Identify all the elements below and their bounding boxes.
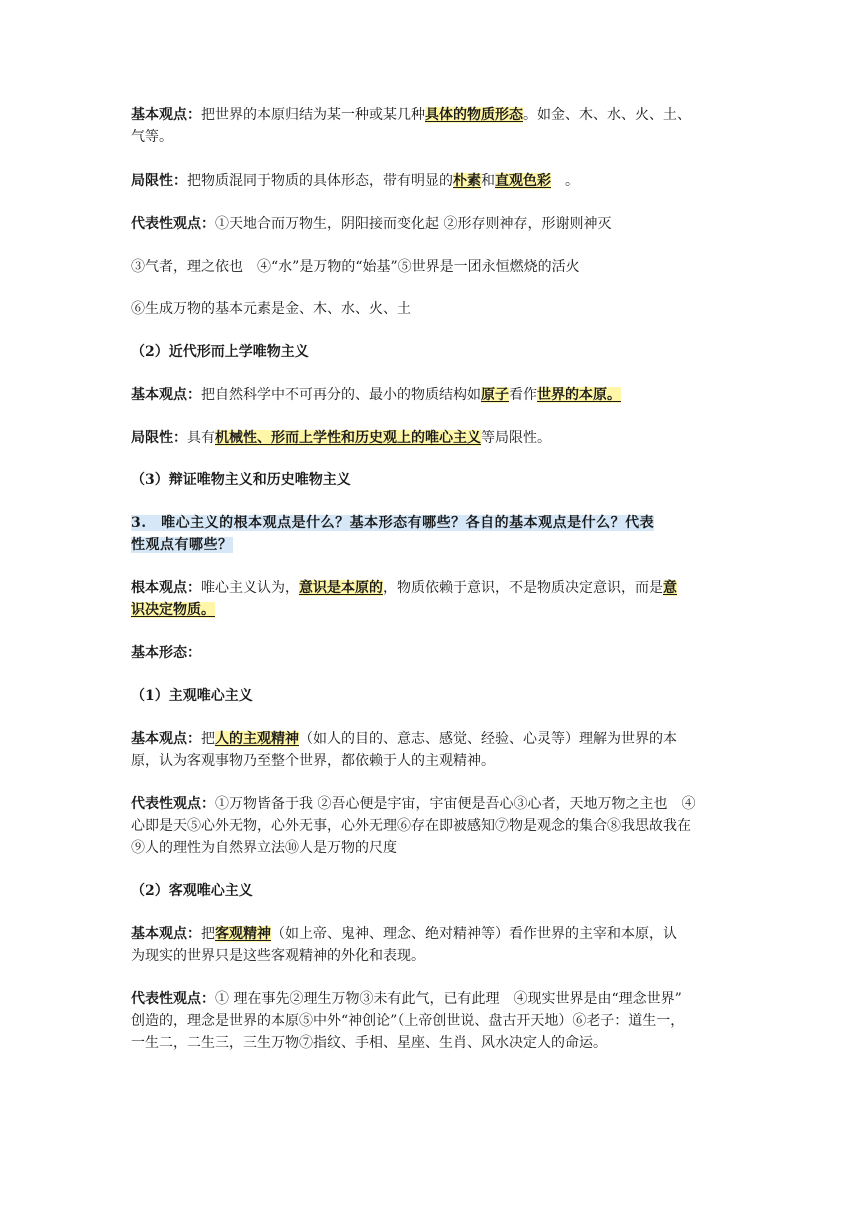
text: ① 理在事先②理生万物③未有此气，已有此理 ④现实世界是由“理念世界”: [215, 991, 682, 1007]
subjective-representative-line-2: 心即是天⑤心外无物，心外无事，心外无理⑥存在即被感知⑦物是观念的集合⑧我思故我在: [131, 818, 691, 834]
question-3-text: 3. 唯心主义的根本观点是什么？基本形态有哪些？各自的基本观点是什么？代表: [131, 515, 655, 531]
basic-view-label: 基本观点：: [131, 387, 201, 403]
text: 把自然科学中不可再分的、最小的物质结构如: [201, 387, 481, 403]
text: （如人的目的、意志、感觉、经验、心灵等）理解为世界的本: [299, 731, 677, 747]
section-heading-dialectical: （3）辩证唯物主义和历史唯物主义: [131, 472, 351, 488]
text: 把: [201, 731, 215, 747]
text: 唯心主义认为，: [201, 580, 299, 596]
section-heading-forms: 基本形态：: [131, 645, 201, 661]
limitation-label: 局限性：: [131, 430, 187, 446]
representative-view-label: 代表性观点：: [131, 216, 215, 232]
section-heading-objective: （2）客观唯心主义: [131, 883, 253, 899]
highlight-key-term: 朴素: [453, 173, 481, 189]
text: 把: [201, 926, 215, 942]
section-heading-modern: （2）近代形而上学唯物主义: [131, 344, 309, 360]
representative-view-label: 代表性观点：: [131, 796, 215, 812]
highlight-key-term: 机械性、形而上学性和历史观上的唯心主义: [215, 430, 481, 446]
subjective-basic-view-line-2: 原，认为客观事物乃至整个世界，都依赖于人的主观精神。: [131, 753, 495, 769]
highlight-key-term: 人的主观精神: [215, 731, 299, 747]
basic-view-line-1: [131, 104, 731, 126]
highlight-key-term: 意: [663, 580, 677, 596]
highlight-key-term: 直观色彩: [495, 173, 551, 189]
subjective-representative-line-3: ⑨人的理性为自然界立法⑩人是万物的尺度: [131, 840, 397, 856]
modern-basic-view-line: [131, 384, 731, 406]
highlight-key-term: 客观精神: [215, 926, 271, 942]
text: 把世界的本原归结为某一种或某几种: [201, 107, 425, 123]
text: ，物质依赖于意识，不是物质决定意识，而是: [383, 580, 663, 596]
basic-view-label: 基本观点：: [131, 731, 201, 747]
text: ①天地合而万物生，阴阳接而变化起 ②形存则神存，形谢则神灭: [215, 216, 612, 232]
representative-view-line-3: ⑥生成万物的基本元素是金、木、水、火、土: [131, 301, 411, 317]
highlight-key-term: 原子: [481, 387, 509, 403]
question-3-line-2: [131, 534, 731, 556]
text: 把物质混同于物质的具体形态，带有明显的: [187, 173, 453, 189]
text: 等局限性。: [481, 430, 551, 446]
text: 看作: [509, 387, 537, 403]
basic-view-label: 基本观点：: [131, 926, 201, 942]
text: 具有: [187, 430, 215, 446]
basic-view-label: 基本观点：: [131, 107, 201, 123]
representative-view-label: 代表性观点：: [131, 991, 215, 1007]
fundamental-view-line-1: [131, 577, 731, 599]
objective-representative-line-2: 创造的，理念是世界的本原⑤中外“神创论”（上帝创世说、盘古开天地）⑥老子：道生一，: [131, 1013, 685, 1029]
text: ①万物皆备于我 ②吾心便是宇宙，宇宙便是吾心③心者，天地万物之主也 ④: [215, 796, 696, 812]
objective-representative-line-3: 一生二，二生三，三生万物⑦指纹、手相、星座、生肖、风水决定人的命运。: [131, 1035, 607, 1051]
objective-basic-view-line-2: 为现实的世界只是这些客观精神的外化和表现。: [131, 948, 425, 964]
subjective-representative-line-1: [131, 793, 731, 815]
objective-basic-view-line-1: [131, 923, 731, 945]
highlight-key-term: 具体的物质形态: [425, 107, 523, 123]
objective-representative-line-1: [131, 988, 731, 1010]
highlight-key-term: 识决定物质。: [131, 602, 215, 618]
limitation-line: [131, 170, 731, 192]
representative-view-line-2: ③气者，理之依也 ④“水”是万物的“始基”⑤世界是一团永恒燃烧的活火: [131, 259, 580, 275]
question-3-line-1: [131, 512, 731, 534]
limitation-label: 局限性：: [131, 173, 187, 189]
text: （如上帝、鬼神、理念、绝对精神等）看作世界的主宰和本原，认: [271, 926, 677, 942]
fundamental-view-line-2: [131, 599, 731, 621]
text: 和: [481, 173, 495, 189]
question-3-text: 性观点有哪些？: [131, 537, 233, 553]
text: 。: [551, 173, 579, 189]
modern-limitation-line: [131, 427, 731, 449]
subjective-basic-view-line-1: [131, 728, 731, 750]
highlight-key-term: 世界的本原。: [537, 387, 621, 403]
section-heading-subjective: （1）主观唯心主义: [131, 688, 253, 704]
representative-view-line-1: [131, 213, 731, 235]
fundamental-view-label: 根本观点：: [131, 580, 201, 596]
text: 。如金、木、水、火、土、: [523, 107, 691, 123]
basic-view-line-2: 气等。: [131, 129, 173, 145]
highlight-key-term: 意识是本原的: [299, 580, 383, 596]
